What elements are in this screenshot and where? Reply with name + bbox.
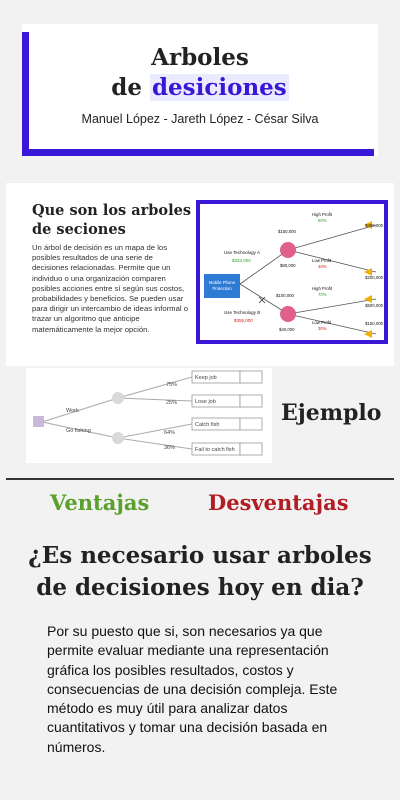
decision-tree-image-2 [26, 368, 272, 463]
advantages-heading: Ventajas [50, 490, 150, 515]
decision-tree-diagram-2 [26, 368, 272, 463]
node-value: $80,000 [280, 263, 296, 268]
prob-label: 36% [164, 445, 176, 451]
end-node-triangle [364, 295, 372, 303]
outcome-prob: 70% [318, 292, 327, 297]
node-value: $40,000 [279, 327, 295, 332]
outcome-label: Keep job [195, 375, 217, 381]
branch-b-value: $355,000 [234, 318, 253, 323]
title-card [22, 24, 378, 156]
definition-text: Un árbol de decisión es un mapa de los posibles resultados de una serie de decisiones relacionadas. Permite que un individuo o una organización comparen posibles acciones entre sí según sus costos, probabilidades y beneficios. Se pueden usar para dirigir un intercambio de ideas informal o trazar un algoritmo que anticipe matemáticamente la mejor opción. [32, 243, 188, 334]
outcome-label: Catch fish [195, 422, 220, 428]
authors: Manuel López - Jareth López - César Silva [81, 112, 319, 126]
question-heading: ¿Es necesario usar arboles de decisiones hoy en dia? [28, 542, 372, 601]
branch-b-label: Use Technology B [224, 310, 261, 315]
node-value: $150,000 [278, 229, 296, 234]
chance-node-b [280, 306, 296, 322]
decision-tree-diagram-1 [200, 204, 384, 340]
chance-node [112, 432, 124, 444]
decision-square [33, 416, 44, 427]
branch-a-label: Use Technology A [224, 250, 260, 255]
prob-label: 75% [166, 382, 178, 388]
outcome-value: $150,000 [365, 321, 383, 326]
outcome-label: Fail to catch fish [195, 447, 235, 453]
disadvantages-heading: Desventajas [208, 490, 349, 515]
title-line-2 [22, 74, 378, 101]
definition-heading: Que son los arboles de seciones [32, 202, 192, 238]
outcome-label: Low Profit [312, 258, 332, 263]
outcome-label: Low Profit [312, 320, 332, 325]
outcome-value: $500,000 [365, 303, 383, 308]
branch-a-value: $333,000 [232, 258, 251, 263]
prob-label: 25% [166, 400, 178, 406]
chance-node-a [280, 242, 296, 258]
definition-card [6, 183, 394, 366]
outcome-value: $200,000 [365, 275, 383, 280]
root-label: Mobile Phone [208, 280, 236, 285]
decision-tree-image-1 [196, 200, 388, 344]
outcome-prob: 30% [318, 326, 327, 331]
title-prefix: de [111, 74, 142, 101]
example-label: Ejemplo [281, 400, 382, 426]
outcome-label: Lose job [195, 399, 216, 405]
outcome-prob: 60% [318, 218, 327, 223]
accent-bar-bottom [22, 149, 374, 156]
branch-label: Work [66, 408, 79, 414]
chance-node [112, 392, 124, 404]
branch-label: Go fishing [66, 428, 91, 434]
title-line-1: Arboles [151, 44, 249, 71]
outcome-prob: 40% [318, 264, 327, 269]
node-value: $100,000 [276, 293, 294, 298]
outcome-label: High Profit [312, 286, 333, 291]
outcome-label: High Profit [312, 212, 333, 217]
title-highlight: desiciones [151, 74, 287, 101]
prob-label: 64% [164, 430, 176, 436]
answer-text: Por su puesto que si, son necesarios ya que permite evaluar mediante una representación gráfica los posibles resultados, costos y consecuencias de una decisión compleja. Este método es muy útil para analizar datos cuantitativos y tomar una decisión basada en números. [47, 623, 338, 755]
outcome-value: $400,000 [365, 223, 383, 228]
svg-text:Protection: Protection [212, 286, 232, 291]
section-divider [6, 478, 394, 480]
